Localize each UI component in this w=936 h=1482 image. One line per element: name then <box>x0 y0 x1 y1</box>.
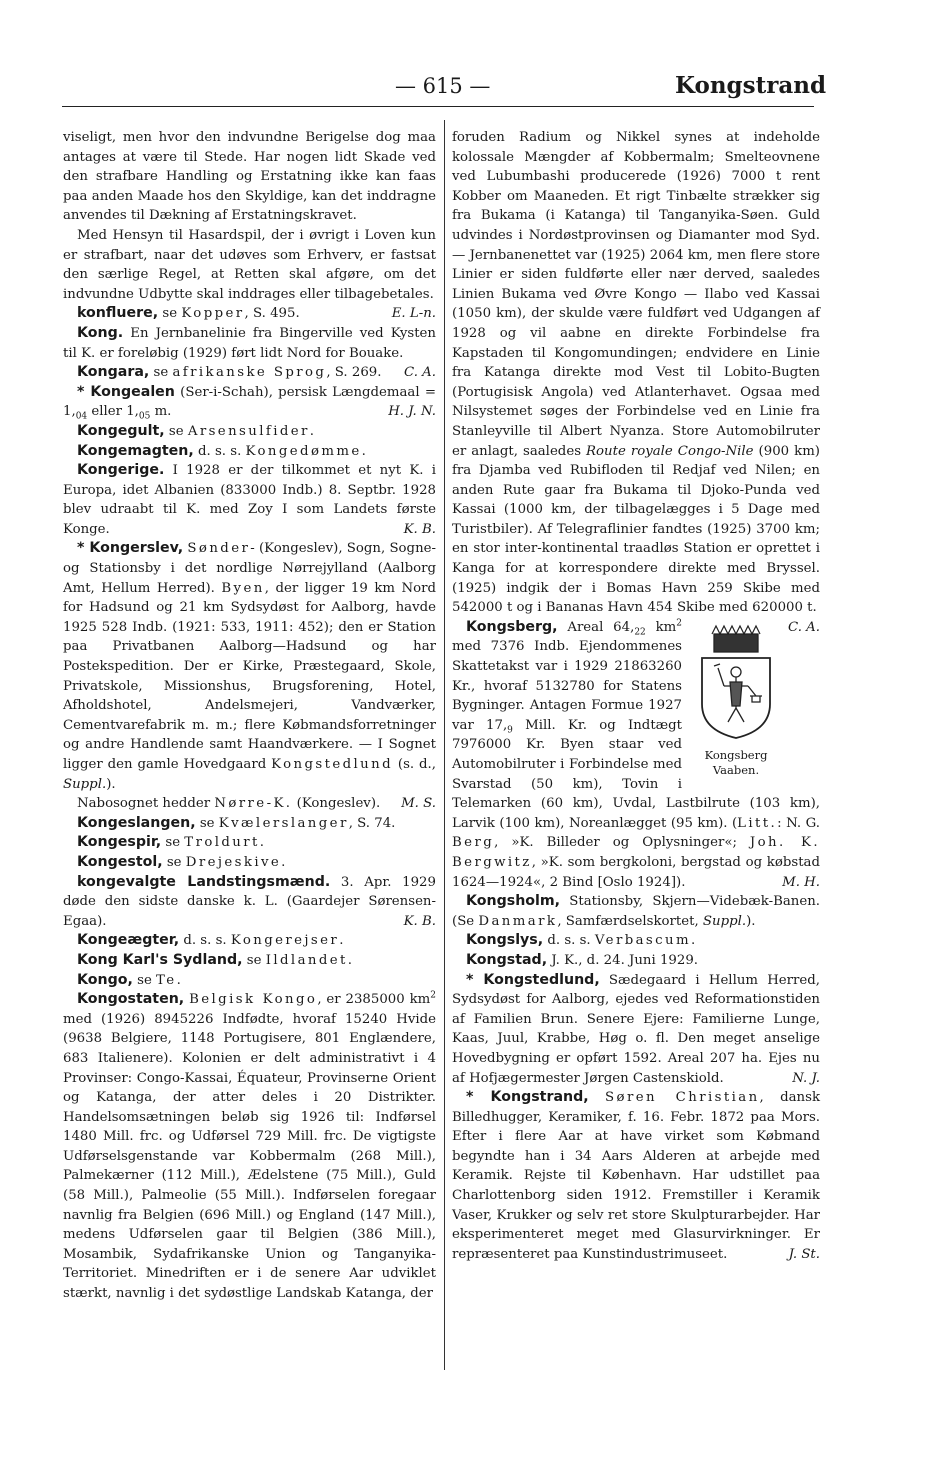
entry-kongespir: Kongespir, se Troldurt. <box>77 834 264 851</box>
coat-of-arms-caption: Vaaben. <box>712 762 760 777</box>
cross-reference: Nørre-K. <box>214 796 293 812</box>
entry-kongeslangen: Kongeslangen, se Kvælerslanger, S. 74. <box>77 814 396 831</box>
headword: Kong Karl's Sydland, <box>77 951 243 968</box>
author-signature: K. B. <box>403 913 436 929</box>
cross-reference: Sønder <box>187 541 251 557</box>
cross-reference: Kongerejser <box>230 933 340 949</box>
paragraph: foruden Radium og Nikkel synes at indeholde kolossale Mængder af Kobbermalm; Smelteovnene ved Lubumbashi producerede (1926) 7000 t rent Kobber om Maaneden. Et rigt Tinbælte strækker sig fra Bukama (i Katanga) til Tanganyika-Søen. Guld udvindes i Nordøstprovinsen og Diamanter mod Syd. — Jernbanenettet var (1925) 2064 km, men flere store Linier er siden fuldførte eller nær derved, saaledes Linien Bukama ved Øvre Kongo — Ilabo ved Kassai (1050 km), der skulde være fuldført ved Udgangen af 1928 og vil aabne en direkte Forbindelse fra Kapstaden til Kongomundingen; endvidere en Linie fra Katanga direkte mod Vest til Lobito-Bugten (Portugisisk Angola) ved Atlanterhavet. Ogsaa med Nilsystemet søges der Forbindelse ved en Linie fra Stanleyville til Albert Nyanza. Store Automobilruter er anlagt, saaledes Route royale Congo-Nile (900 km) fra Djamba ved Rubifloden til Redjaf ved Nilen; en anden Rute gaar fra Bukama til Djoko-Punda ved Kassai (1000 km, der tilbagelægges i 5 Dage med Turistbiler). Af Telegraflinier fandtes (1925) 3700 km; en stor inter-kontinental traadløs Station er oprettet i Kanga for at korrespondere direkte med Bryssel. (1925) indgik der i Bomas Havn 259 Skibe med 542000 t og i Bananas Havn 454 Skibe med 620000 t. C. A. <box>452 128 820 618</box>
headword: Kong. <box>77 324 124 341</box>
headword: konfluere, <box>77 305 159 322</box>
headword: Kongostaten, <box>77 991 185 1008</box>
column-divider <box>444 120 445 1370</box>
cross-reference: Troldurt <box>184 835 260 851</box>
entry-kong-karls-sydland: Kong Karl's Sydland, se Ildlandet. <box>77 951 353 968</box>
headword: * Kongstedlund, <box>466 971 600 988</box>
author-signature: M. H. <box>782 874 820 890</box>
entry-konfluere: konfluere, se Kopper, S. 495. <box>77 305 300 322</box>
entry-kongslys: Kongslys, d. s. s. Verbascum. <box>466 932 696 949</box>
entry-kongstad: Kongstad, J. K., d. 24. Juni 1929. <box>466 951 699 968</box>
cross-reference: Joh. K. Bergwitz <box>452 835 820 870</box>
entry-kongerslev: * Kongerslev, Sønder- (Kongeslev), Sogn, Sogne- og Stationsby i det nordlige Nørrejylland (Aalborg Amt, Hellum Herred). Byen, der ligger 19 km Nord for Hadsund og 21 km Sydsydøst for Aalborg, havde 1925 528 Indb. (1921: 533, 1911: 452); den er Station paa Privatbanen Aalborg—Hadsund og har Postekspedition. Der er Kirke, Præstegaard, Skole, Privatskole, Missionshus, Brugsforening, Hotel, Afholdshotel, Andelsmejeri, Vandværker, Cementvarefabrik m. m.; flere Købmandsforretninger og andre Handlende samt Haandværkere. — I Sognet ligger den gamle Hovedgaard Kongstedlund (s. d., Suppl.). <box>63 540 437 792</box>
left-column <box>63 128 436 1304</box>
entry-kong: Kong. En Jernbanelinie fra Bingerville ved Kysten til K. er foreløbig (1929) ført lidt Nord for Bouake. C. A. <box>63 324 436 363</box>
headword: Kongestol, <box>77 853 163 870</box>
entry-kongstrand: * Kongstrand, Søren Christian, dansk Billedhugger, Keramiker, f. 16. Febr. 1872 paa Mors. Efter i flere Aar at have virket som Købmand begyndte han i 34 Aars Alderen at arbejde med Keramik. Rejste til København. Har udstillet paa Charlottenborg siden 1912. Fremstiller i Keramik Vaser, Krukker og selv ret store Skulpturarbejder. Har eksperimenteret meget med Glasurvirkninger. Er repræsenteret paa Kunstindustrimuseet. J. St. <box>452 1088 820 1264</box>
author-signature: C. A. <box>404 365 436 381</box>
running-head: Kongstrand <box>675 72 827 99</box>
headword: Kongsholm, <box>466 893 561 910</box>
entry-kongegult: Kongegult, se Arsensulfider. <box>77 422 315 439</box>
headword: Kongsberg, <box>466 618 558 635</box>
cross-reference: Danmark <box>478 913 558 929</box>
paragraph: viseligt, men hvor den indvundne Berigelse dog maa antages at være til Stede. Har nogen lidt Skade ved den strafbare Handling og Erstatning ikke kan faas paa anden Maade hos den Skyldige, kan det inddragne anvendes til Dækning af Erstatningskravet. <box>63 130 436 224</box>
author-signature: C. A. <box>788 619 820 635</box>
cross-reference: Kongstedlund <box>271 757 394 772</box>
headword: * Kongstrand, <box>466 1089 589 1106</box>
paragraph: Med Hensyn til Hasardspil, der i øvrigt i Loven kun er strafbart, naar det udøves som Erhverv, er fastsat den særlige Regel, at Retten skal afgøre, om det indvundne Udbytte skal inddrages eller tilbagebetales. E. L-n. <box>63 226 436 304</box>
entry-kongevalgte: kongevalgte Landstingsmænd. 3. Apr. 1929 døde den sidste danske k. L. (Gaardejer Sørensen-Egaa). K. B. <box>63 873 436 932</box>
headword: Kongemagten, <box>77 442 194 459</box>
headword: Kongstad, <box>466 951 548 968</box>
entry-kongerige: Kongerige. I 1928 er der tilkommet et nyt K. i Europa, idet Albanien (833000 Indb.) 8. Septbr. 1928 blev udraabt til K. med Zoy I som Landets første Konge. K. B. <box>63 461 436 539</box>
headword: Kongo, <box>77 971 133 988</box>
cross-reference: Verbascum <box>594 933 691 949</box>
cross-reference: afrikanske Sprog <box>172 365 327 381</box>
entry-kongemagten: Kongemagten, d. s. s. Kongedømme. <box>77 442 366 459</box>
paragraph: Nabosognet hedder Nørre-K. (Kongeslev). M. S. <box>63 794 436 814</box>
cross-reference: Kvælerslanger <box>218 815 349 831</box>
entry-kongestol: Kongestol, se Drejeskive. <box>77 853 286 870</box>
cross-reference: Te <box>156 972 177 988</box>
entry-kongstedlund: * Kongstedlund, Sædegaard i Hellum Herred, Sydsydøst for Aalborg, ejedes ved Reformationstiden af Familien Brun. Senere Ejere: Familierne Lunge, Kaas, Juul, Krabbe, Høg o. fl. Den meget anselige Hovedbygning er opført 1592. Areal 207 ha. Ejes nu af Hofjægermester Jørgen Castenskiold. N. J. <box>452 971 820 1089</box>
author-signature: J. St. <box>788 1246 820 1262</box>
headword: kongevalgte Landstingsmænd. <box>77 873 331 890</box>
page-number: — 615 — <box>395 74 491 98</box>
author-signature: M. S. <box>401 796 436 812</box>
entry-kongeaegter: Kongeægter, d. s. s. Kongerejser. <box>77 932 344 949</box>
cross-reference: Berg <box>452 835 495 851</box>
headword: Kongeslangen, <box>77 814 196 831</box>
headword: * Kongealen <box>77 383 175 400</box>
cross-reference: Arsensulfider <box>187 423 310 439</box>
entry-kongealen: * Kongealen (Ser-i-Schah), persisk Længdemaal = $1,_{04}$ eller $1,_{05}$ m. H. J. N. <box>63 383 436 422</box>
entry-kongo: Kongo, se Te. <box>77 971 181 988</box>
entry-kongostaten: Kongostaten, Belgisk Kongo, er 2385000 $km^2$ med (1926) 8945226 Indfødte, hvoraf 15240 Hvide (9638 Belgiere, 1148 Portugisere, 801 Englændere, 683 Italienere). Kolonien er delt administrativt i 4 Provinser: Congo-Kassai, Équateur, Provinserne Orient og Katanga, der atter deles i 20 Distrikter. Handelsomsætningen beløb sig 1926 til: Indførsel 1480 Mill. frc. og Udførsel 729 Mill. frc. De vigtigste Udførselsgenstande var Kobbermalm (268 Mill.), Palmekærner (112 Mill.), Ædelstene (75 Mill.), Guld (58 Mill.), Palmeolie (55 Mill.). Indførselen foregaar navnlig fra Belgien (696 Mill.) og England (147 Mill.), medens Udførselen gaar til Belgien (386 Mill.), Mosambik, Sydafrikanske Union og Tanganyika-Territoriet. Minedriften er i de senere Aar udviklet stærkt, navnlig i det sydøstlige Landskab Katanga, der <box>63 990 436 1302</box>
coat-of-arms-figure <box>690 622 782 778</box>
right-column <box>452 128 820 1264</box>
headword: Kongegult, <box>77 422 165 439</box>
coat-of-arms-caption: Kongsberg <box>704 747 768 762</box>
cross-reference: Drejeskive <box>185 854 282 870</box>
cross-reference: Kopper <box>181 306 245 322</box>
headword: Kongespir, <box>77 834 162 851</box>
headword: Kongslys, <box>466 932 544 949</box>
author-signature: E. L-n. <box>391 306 436 322</box>
headword: Kongara, <box>77 364 150 381</box>
entry-kongara: Kongara, se afrikanske Sprog, S. 269. <box>77 364 382 381</box>
author-signature: H. J. N. <box>388 404 436 420</box>
headword: Kongeægter, <box>77 932 180 949</box>
entry-kongsholm: Kongsholm, Stationsby, Skjern—Videbæk-Banen. (Se Danmark, Samfærdselskortet, Suppl.). <box>452 893 820 929</box>
cross-reference: Søren Christian <box>605 1090 760 1106</box>
headword: Kongerige. <box>77 462 165 479</box>
author-signature: K. B. <box>403 521 436 537</box>
headword: * Kongerslev, <box>77 540 184 557</box>
kongsberg-coat-of-arms-icon <box>694 622 778 740</box>
entry-kongsberg: Kongsberg, Areal $64,_{22}$ $km^2$ Kongsberg Vaaben. med 7376 Indb. Ejendommenes Skattetakst var i 1929 21863260 Kr., hvoraf 5132780 for Statens Bygninger. Antagen Formue 1927 var $17,_9$ Mill. Kr. og Indtægt 7976000 Kr. Byen staar ved Automobilruter i Forbindelse med Svarstad (50 km), Tovin i Telemarken (60 km), Uvdal, Lastbilrute (103 km), Larvik (100 km), Noreanlægget (95 km). (Litt.: N. G. Berg, »K. Billeder og Oplysninger«; Joh. K. Bergwitz, »K. som bergkoloni, bergstad og købstad 1624—1924«, 2 Bind [Oslo 1924]). M. H. <box>452 618 820 892</box>
author-signature: N. J. <box>792 1070 820 1086</box>
cross-reference: Byen <box>221 580 265 596</box>
cross-reference: Ildlandet <box>265 952 348 968</box>
header-rule <box>62 106 814 107</box>
cross-reference: Belgisk Kongo <box>189 992 318 1008</box>
cross-reference: Kongedømme <box>245 443 362 459</box>
